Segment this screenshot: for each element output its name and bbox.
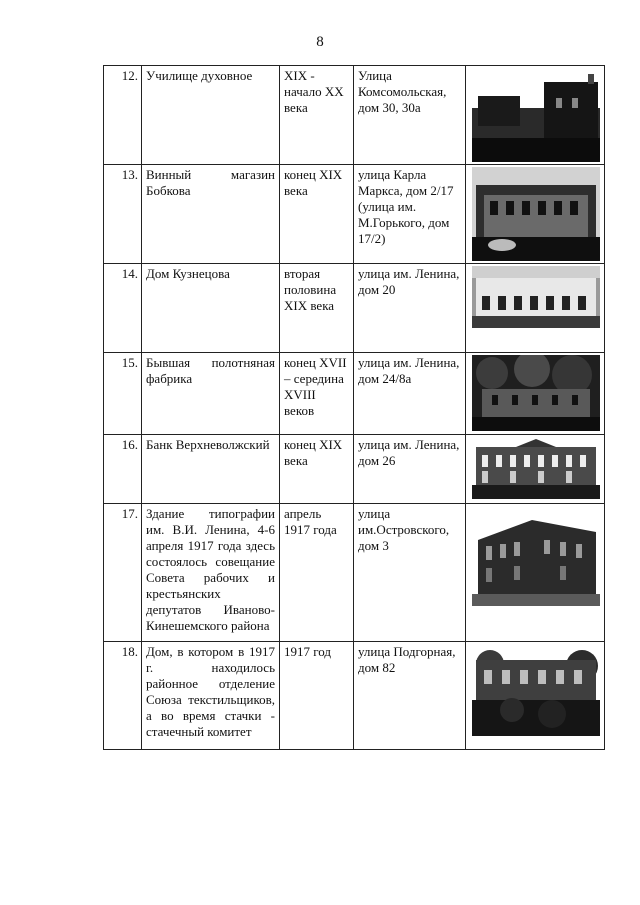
row-number: 16. xyxy=(104,435,142,504)
building-photo xyxy=(472,68,600,162)
object-date: вторая половина XIX века xyxy=(280,264,354,353)
table-row xyxy=(104,66,605,165)
row-number: 13. xyxy=(104,165,142,264)
building-photo xyxy=(472,167,600,261)
object-address: улица Карла Маркса, дом 2/17 (улица им. М.Горького, дом 17/2) xyxy=(354,165,466,264)
object-name: Банк Верхневолжский xyxy=(142,435,280,504)
heritage-table xyxy=(103,65,605,750)
table-row xyxy=(104,435,605,504)
row-number: 18. xyxy=(104,642,142,750)
row-number: 17. xyxy=(104,504,142,642)
object-date: XIX - начало XX века xyxy=(280,66,354,165)
row-number: 14. xyxy=(104,264,142,353)
building-photo xyxy=(472,266,600,328)
object-address: Улица Комсомольская, дом 30, 30а xyxy=(354,66,466,165)
table-row xyxy=(104,353,605,435)
object-date: конец XVII – середина XVIII веков xyxy=(280,353,354,435)
object-address: улица им.Островского, дом 3 xyxy=(354,504,466,642)
row-number: 12. xyxy=(104,66,142,165)
object-name: Бывшая полотняная фабрика xyxy=(142,353,280,435)
table-row xyxy=(104,504,605,642)
object-address: улица им. Ленина, дом 26 xyxy=(354,435,466,504)
object-date: конец XIX века xyxy=(280,165,354,264)
table-row xyxy=(104,165,605,264)
object-name: Дом Кузнецова xyxy=(142,264,280,353)
object-date: 1917 год xyxy=(280,642,354,750)
building-photo xyxy=(472,644,600,736)
object-name: Винный магазин Бобкова xyxy=(142,165,280,264)
table-row xyxy=(104,642,605,750)
object-address: улица им. Ленина, дом 24/8а xyxy=(354,353,466,435)
page-number: 8 xyxy=(316,34,324,50)
object-name: Дом, в котором в 1917 г. находилось районное отделение Союза текстильщиков, а во время стачки - стачечный комитет xyxy=(142,642,280,750)
object-address: улица Подгорная, дом 82 xyxy=(354,642,466,750)
building-photo xyxy=(472,355,600,431)
row-number: 15. xyxy=(104,353,142,435)
building-photo xyxy=(472,506,600,606)
object-date: конец XIX века xyxy=(280,435,354,504)
object-name: Училище духовное xyxy=(142,66,280,165)
building-photo xyxy=(472,437,600,499)
object-name: Здание типографии им. В.И. Ленина, 4-6 апреля 1917 года здесь состоялось совещание Совета рабочих и крестьянских депутатов Иваново-Кинешемского района xyxy=(142,504,280,642)
table-row xyxy=(104,264,605,353)
object-date: апрель 1917 года xyxy=(280,504,354,642)
object-address: улица им. Ленина, дом 20 xyxy=(354,264,466,353)
